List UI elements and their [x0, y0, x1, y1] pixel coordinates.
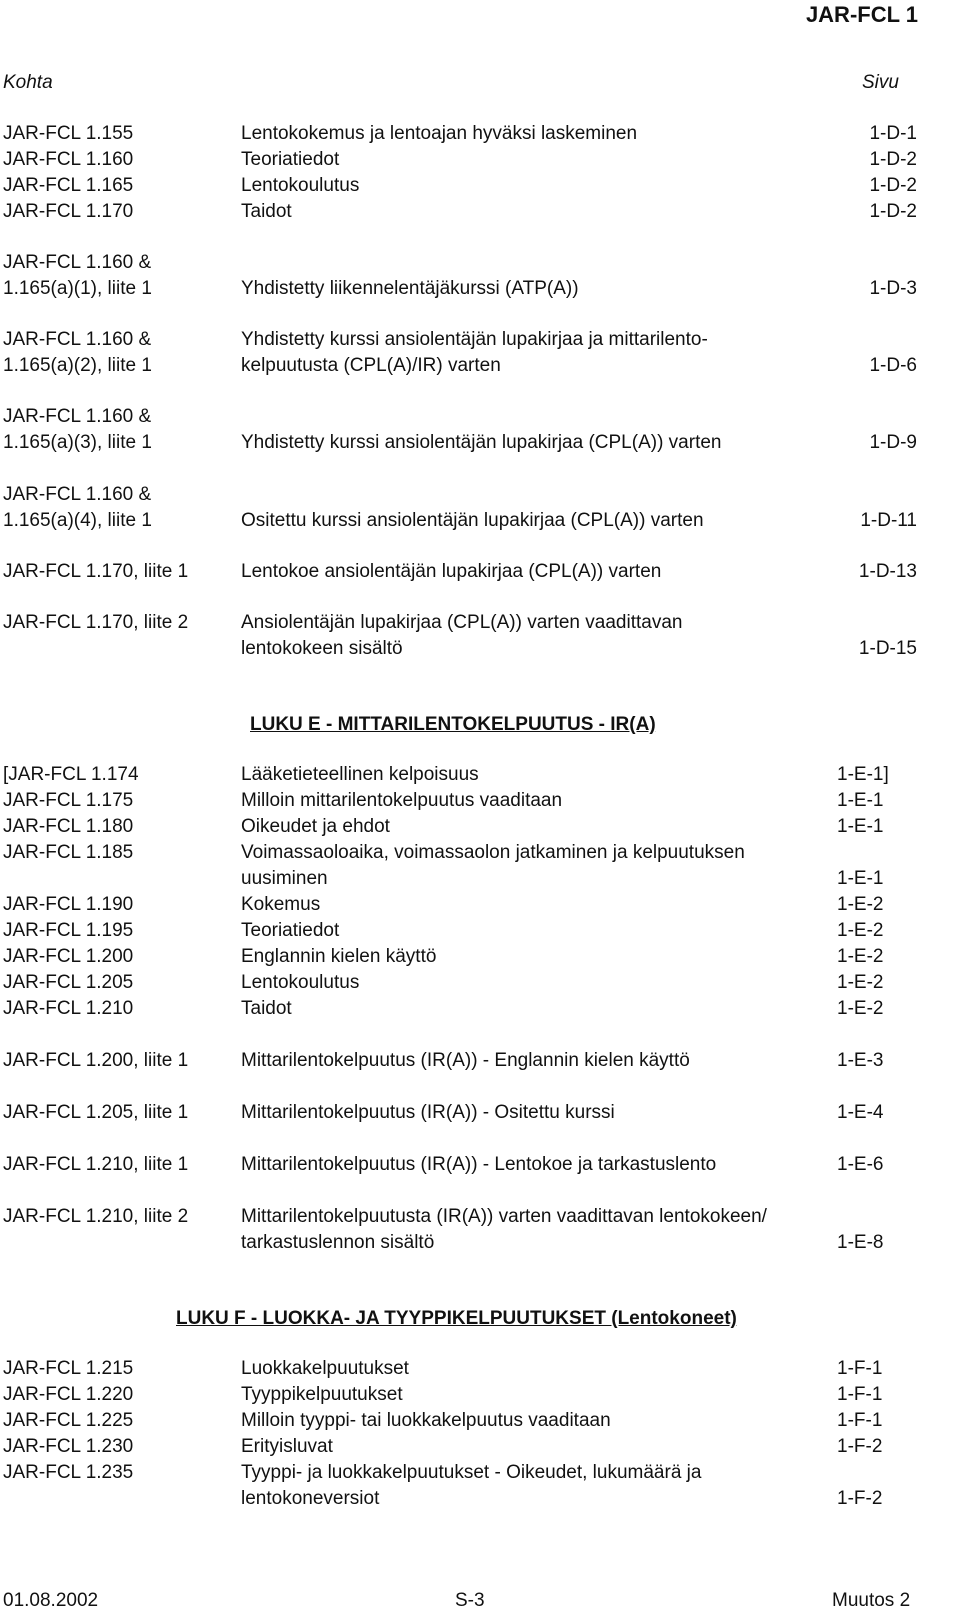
row-ref: JAR-FCL 1.200	[3, 946, 134, 967]
row-ref: JAR-FCL 1.210, liite 2	[3, 1206, 189, 1227]
row-page: 1-D-2	[869, 149, 917, 170]
row-title: Lentokoulutus	[241, 175, 360, 196]
row-title: Mittarilentokelpuutusta (IR(A)) varten vaadittavan lentokokeen/	[241, 1206, 767, 1227]
row-page: 1-E-3	[837, 1050, 884, 1071]
row-title: Milloin mittarilentokelpuutus vaaditaan	[241, 790, 563, 811]
row-ref: JAR-FCL 1.210, liite 1	[3, 1154, 189, 1175]
row-page: 1-D-1	[869, 123, 917, 144]
section-heading-f: LUKU F - LUOKKA- JA TYYPPIKELPUUTUKSET (Lentokoneet)	[176, 1308, 737, 1329]
row-page: 1-E-1	[837, 868, 884, 889]
row-ref: JAR-FCL 1.160 &	[3, 329, 152, 350]
row-title: Lentokoulutus	[241, 972, 360, 993]
row-title: kelpuutusta (CPL(A)/IR) varten	[241, 355, 501, 376]
row-page: 1-E-2	[837, 998, 884, 1019]
row-title: uusiminen	[241, 868, 328, 889]
row-title: lentokoneversiot	[241, 1488, 380, 1509]
row-ref: JAR-FCL 1.155	[3, 123, 134, 144]
footer-amendment: Muutos 2	[832, 1590, 911, 1611]
row-page: 1-F-2	[837, 1488, 883, 1509]
row-ref: JAR-FCL 1.235	[3, 1462, 134, 1483]
row-title: Yhdistetty liikennelentäjäkurssi (ATP(A))	[241, 278, 579, 299]
row-ref: JAR-FCL 1.180	[3, 816, 134, 837]
row-ref: [JAR-FCL 1.174	[3, 764, 139, 785]
row-title: Voimassaoloaika, voimassaolon jatkaminen ja kelpuutuksen	[241, 842, 745, 863]
row-title: tarkastuslennon sisältö	[241, 1232, 435, 1253]
row-page: 1-D-2	[869, 201, 917, 222]
row-title: Yhdistetty kurssi ansiolentäjän lupakirjaa ja mittarilento-	[241, 329, 708, 350]
row-title: Tyyppi- ja luokkakelpuutukset - Oikeudet, lukumäärä ja	[241, 1462, 702, 1483]
row-page: 1-F-1	[837, 1358, 883, 1379]
row-page: 1-E-2	[837, 920, 884, 941]
row-title: Milloin tyyppi- tai luokkakelpuutus vaaditaan	[241, 1410, 611, 1431]
row-ref: JAR-FCL 1.160 &	[3, 252, 152, 273]
row-title: Tyyppikelpuutukset	[241, 1384, 403, 1405]
row-page: 1-D-9	[869, 432, 917, 453]
row-ref: JAR-FCL 1.170, liite 1	[3, 561, 189, 582]
row-title: Mittarilentokelpuutus (IR(A)) - Lentokoe ja tarkastuslento	[241, 1154, 717, 1175]
row-title: Teoriatiedot	[241, 149, 340, 170]
row-ref: JAR-FCL 1.210	[3, 998, 134, 1019]
row-page: 1-D-11	[860, 510, 917, 531]
footer-date: 01.08.2002	[3, 1590, 99, 1611]
row-page: 1-D-15	[858, 638, 917, 659]
row-title: Luokkakelpuutukset	[241, 1358, 409, 1379]
row-title: Teoriatiedot	[241, 920, 340, 941]
row-page: 1-D-13	[858, 561, 917, 582]
row-page: 1-E-2	[837, 894, 884, 915]
row-title: Lentokoe ansiolentäjän lupakirjaa (CPL(A)) varten	[241, 561, 662, 582]
row-title: Mittarilentokelpuutus (IR(A)) - Englannin kielen käyttö	[241, 1050, 690, 1071]
row-page: 1-F-2	[837, 1436, 883, 1457]
row-ref: 1.165(a)(4), liite 1	[3, 510, 152, 531]
row-page: 1-E-4	[837, 1102, 884, 1123]
row-title: Englannin kielen käyttö	[241, 946, 437, 967]
row-page: 1-F-1	[837, 1410, 883, 1431]
row-title: Erityisluvat	[241, 1436, 333, 1457]
row-title: Yhdistetty kurssi ansiolentäjän lupakirjaa (CPL(A)) varten	[241, 432, 722, 453]
row-page: 1-D-3	[869, 278, 917, 299]
row-title: Taidot	[241, 998, 292, 1019]
footer-page-number: S-3	[455, 1590, 485, 1611]
row-title: Kokemus	[241, 894, 321, 915]
row-title: Lentokokemus ja lentoajan hyväksi laskeminen	[241, 123, 638, 144]
row-ref: JAR-FCL 1.205	[3, 972, 134, 993]
section-heading-e: LUKU E - MITTARILENTOKELPUUTUS - IR(A)	[250, 714, 656, 735]
column-header-sivu: Sivu	[862, 72, 899, 93]
row-title: Mittarilentokelpuutus (IR(A)) - Ositettu kurssi	[241, 1102, 615, 1123]
row-ref: JAR-FCL 1.185	[3, 842, 134, 863]
document-id: JAR-FCL 1	[805, 2, 918, 27]
column-header-kohta: Kohta	[3, 72, 53, 93]
row-ref: JAR-FCL 1.160	[3, 149, 134, 170]
row-ref: JAR-FCL 1.215	[3, 1358, 134, 1379]
row-ref: JAR-FCL 1.220	[3, 1384, 134, 1405]
row-ref: JAR-FCL 1.160 &	[3, 484, 152, 505]
row-page: 1-E-2	[837, 946, 884, 967]
row-page: 1-F-1	[837, 1384, 883, 1405]
row-ref: 1.165(a)(3), liite 1	[3, 432, 152, 453]
row-title: lentokokeen sisältö	[241, 638, 403, 659]
row-ref: JAR-FCL 1.170	[3, 201, 134, 222]
row-ref: JAR-FCL 1.205, liite 1	[3, 1102, 189, 1123]
row-page: 1-E-8	[837, 1232, 884, 1253]
row-title: Taidot	[241, 201, 292, 222]
row-page: 1-E-1	[837, 790, 884, 811]
row-title: Ositettu kurssi ansiolentäjän lupakirjaa (CPL(A)) varten	[241, 510, 704, 531]
row-title: Oikeudet ja ehdot	[241, 816, 390, 837]
row-ref: JAR-FCL 1.175	[3, 790, 134, 811]
row-ref: JAR-FCL 1.170, liite 2	[3, 612, 189, 633]
row-ref: JAR-FCL 1.165	[3, 175, 134, 196]
row-page: 1-E-1	[837, 816, 884, 837]
row-ref: JAR-FCL 1.190	[3, 894, 134, 915]
row-page: 1-D-2	[869, 175, 917, 196]
row-page: 1-D-6	[869, 355, 917, 376]
row-page: 1-E-6	[837, 1154, 884, 1175]
row-ref: JAR-FCL 1.160 &	[3, 406, 152, 427]
row-ref: JAR-FCL 1.195	[3, 920, 134, 941]
row-page: 1-E-1]	[837, 764, 889, 785]
row-ref: JAR-FCL 1.200, liite 1	[3, 1050, 189, 1071]
row-title: Ansiolentäjän lupakirjaa (CPL(A)) varten vaadittavan	[241, 612, 683, 633]
row-ref: 1.165(a)(1), liite 1	[3, 278, 152, 299]
row-ref: JAR-FCL 1.230	[3, 1436, 134, 1457]
row-page: 1-E-2	[837, 972, 884, 993]
row-ref: 1.165(a)(2), liite 1	[3, 355, 152, 376]
row-title: Lääketieteellinen kelpoisuus	[241, 764, 479, 785]
row-ref: JAR-FCL 1.225	[3, 1410, 134, 1431]
